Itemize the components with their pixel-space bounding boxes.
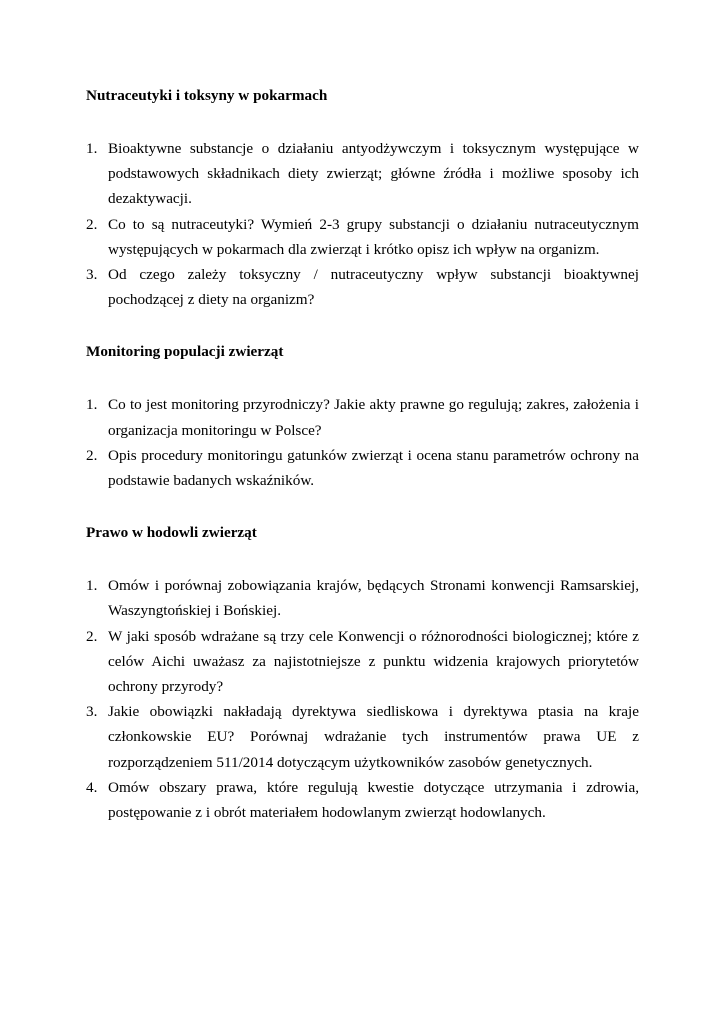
item-text: Jakie obowiązki nakładają dyrektywa siedliskowa i dyrektywa ptasia na kraje członkowskie EU? Porównaj wdrażanie tych instrumentów prawa UE z rozporządzeniem 511/2014 dotyczącym użytkowników zasobów genetycznych.	[108, 703, 639, 771]
question-list	[86, 573, 639, 825]
item-text: Omów i porównaj zobowiązania krajów, będących Stronami konwencji Ramsarskiej, Waszyngtońskiej i Bońskiej.	[108, 577, 639, 620]
item-number: 1.	[86, 396, 98, 414]
list-item	[86, 443, 639, 493]
item-number: 2.	[86, 627, 98, 645]
list-item	[86, 699, 639, 775]
list-item	[86, 624, 639, 700]
question-list	[86, 392, 639, 493]
section-monitoring	[86, 342, 639, 493]
list-item	[86, 573, 639, 623]
item-number: 3.	[86, 703, 98, 721]
item-number: 1.	[86, 140, 98, 157]
section-law	[86, 523, 639, 825]
item-number: 4.	[86, 778, 98, 796]
question-list	[86, 136, 639, 312]
item-number: 2.	[86, 215, 98, 233]
list-item	[86, 392, 639, 442]
section-title: Monitoring populacji zwierząt	[86, 343, 284, 361]
document-page	[86, 86, 639, 825]
item-text: W jaki sposób wdrażane są trzy cele Konwencji o różnorodności biologicznej; które z celów Aichi uważasz za najistotniejsze z punktu widzenia krajowych priorytetów ochrony przyrody?	[108, 627, 639, 696]
item-text: Opis procedury monitoringu gatunków zwierząt i ocena stanu parametrów ochrony na podstawie badanych wskaźników.	[108, 446, 639, 490]
item-number: 1.	[86, 577, 98, 595]
item-text: Co to jest monitoring przyrodniczy? Jakie akty prawne go regulują; zakres, założenia i organizacja monitoringu w Polsce?	[108, 396, 639, 439]
item-text: Od czego zależy toksyczny / nutraceutyczny wpływ substancji bioaktywnej pochodzącej z diety na organizm?	[108, 266, 639, 309]
list-item	[86, 136, 639, 212]
item-text: Bioaktywne substancje o działaniu antyodżywczym i toksycznym występujące w podstawowych składnikach diety zwierząt; główne źródła i możliwe sposoby ich dezaktywacji.	[108, 140, 639, 208]
section-nutraceuticals	[86, 86, 639, 312]
section-title: Prawo w hodowli zwierząt	[86, 524, 257, 542]
list-item	[86, 262, 639, 312]
item-text: Co to są nutraceutyki? Wymień 2-3 grupy substancji o działaniu nutraceutycznym występujących w pokarmach dla zwierząt i krótko opisz ich wpływ na organizm.	[108, 215, 639, 258]
item-number: 2.	[86, 446, 98, 464]
list-item	[86, 212, 639, 262]
section-spacer	[86, 493, 639, 523]
item-text: Omów obszary prawa, które regulują kwestie dotyczące utrzymania i zdrowia, postępowanie z i obrót materiałem hodowlanym zwierząt hodowlanych.	[108, 778, 639, 822]
item-number: 3.	[86, 266, 98, 284]
list-item	[86, 775, 639, 825]
section-title: Nutraceutyki i toksyny w pokarmach	[86, 87, 328, 104]
section-spacer	[86, 312, 639, 342]
